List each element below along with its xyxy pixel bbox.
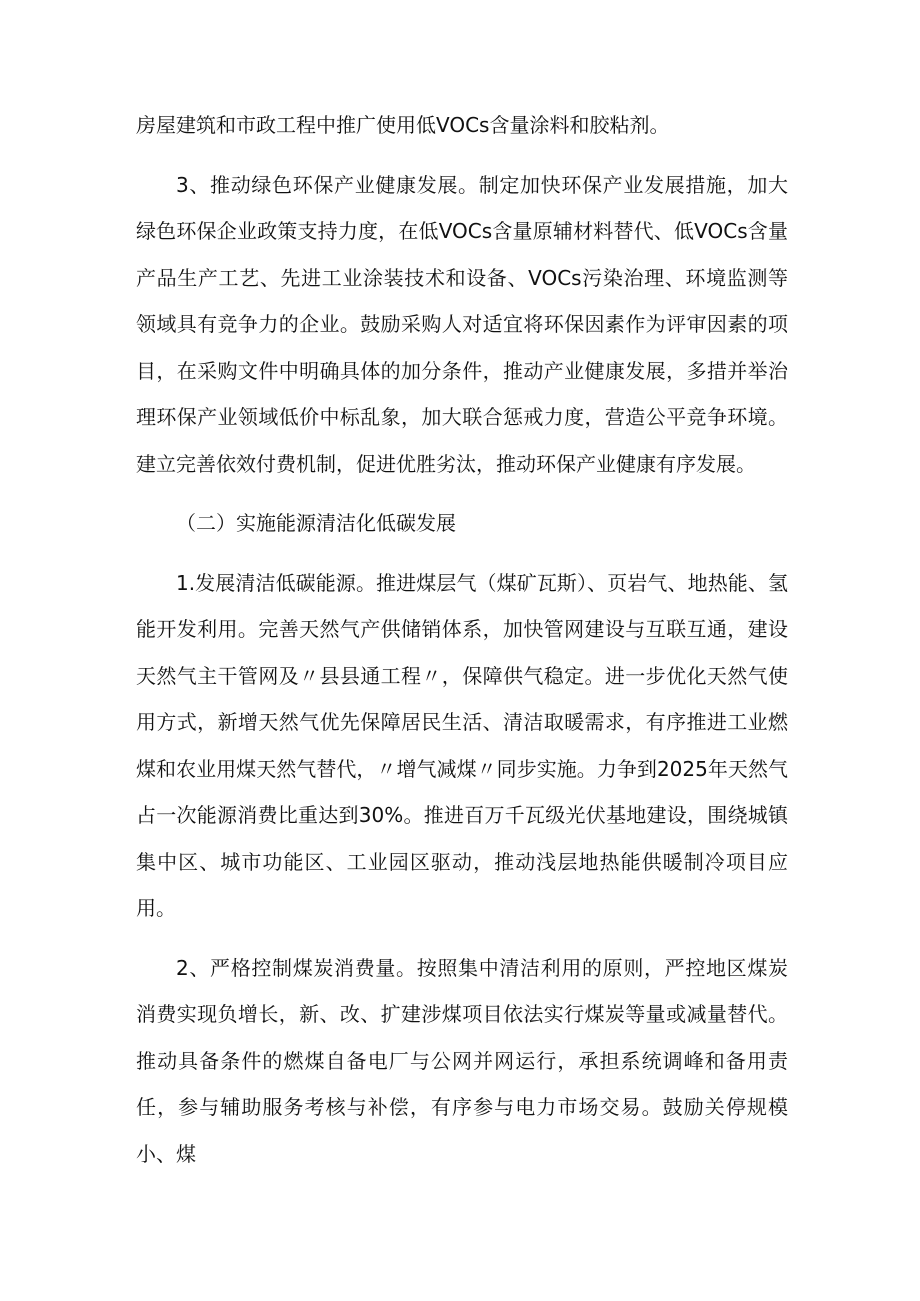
document-body xyxy=(136,102,788,1177)
paragraph-green-industry: 3、推动绿色环保产业健康发展。制定加快环保产业发展措施，加大绿色环保企业政策支持力度，在低VOCs含量原辅材料替代、低VOCs含量产品生产工艺、先进工业涂装技术和设备、VOCs污染治理、环境监测等领域具有竞争力的企业。鼓励采购人对适宜将环保因素作为评审因素的项目，在采购文件中明确具体的加分条件，推动产业健康发展，多措并举治理环保产业领域低价中标乱象，加大联合惩戒力度，营造公平竞争环境。建立完善依效付费机制，促进优胜劣汰，推动环保产业健康有序发展。 xyxy=(136,172,788,476)
section-heading-clean-energy: （二）实施能源清洁化低碳发展 xyxy=(176,511,456,535)
paragraph-continuation: 房屋建筑和市政工程中推广使用低VOCs含量涂料和胶粘剂。 xyxy=(136,113,670,137)
paragraph-clean-low-carbon-energy: 1.发展清洁低碳能源。推进煤层气（煤矿瓦斯）、页岩气、地热能、氢能开发利用。完善天然气产供储销体系，加快管网建设与互联互通，建设天然气主干管网及〃县县通工程〃，保障供气稳定。进一步优化天然气使用方式，新增天然气优先保障居民生活、清洁取暖需求，有序推进工业燃煤和农业用煤天然气替代，〃增气减煤〃同步实施。力争到2025年天然气占一次能源消费比重达到30%。推进百万千瓦级光伏基地建设，围绕城镇集中区、城市功能区、工业园区驱动，推动浅层地热能供暖制冷项目应用。 xyxy=(136,570,788,920)
paragraph-coal-control: 2、严格控制煤炭消费量。按照集中清洁利用的原则，严控地区煤炭消费实现负增长，新、改、扩建涉煤项目依法实行煤炭等量或减量替代。推动具备条件的燃煤自备电厂与公网并网运行，承担系统调峰和备用责任，参与辅助服务考核与补偿，有序参与电力市场交易。鼓励关停规模小、煤 xyxy=(136,955,788,1166)
